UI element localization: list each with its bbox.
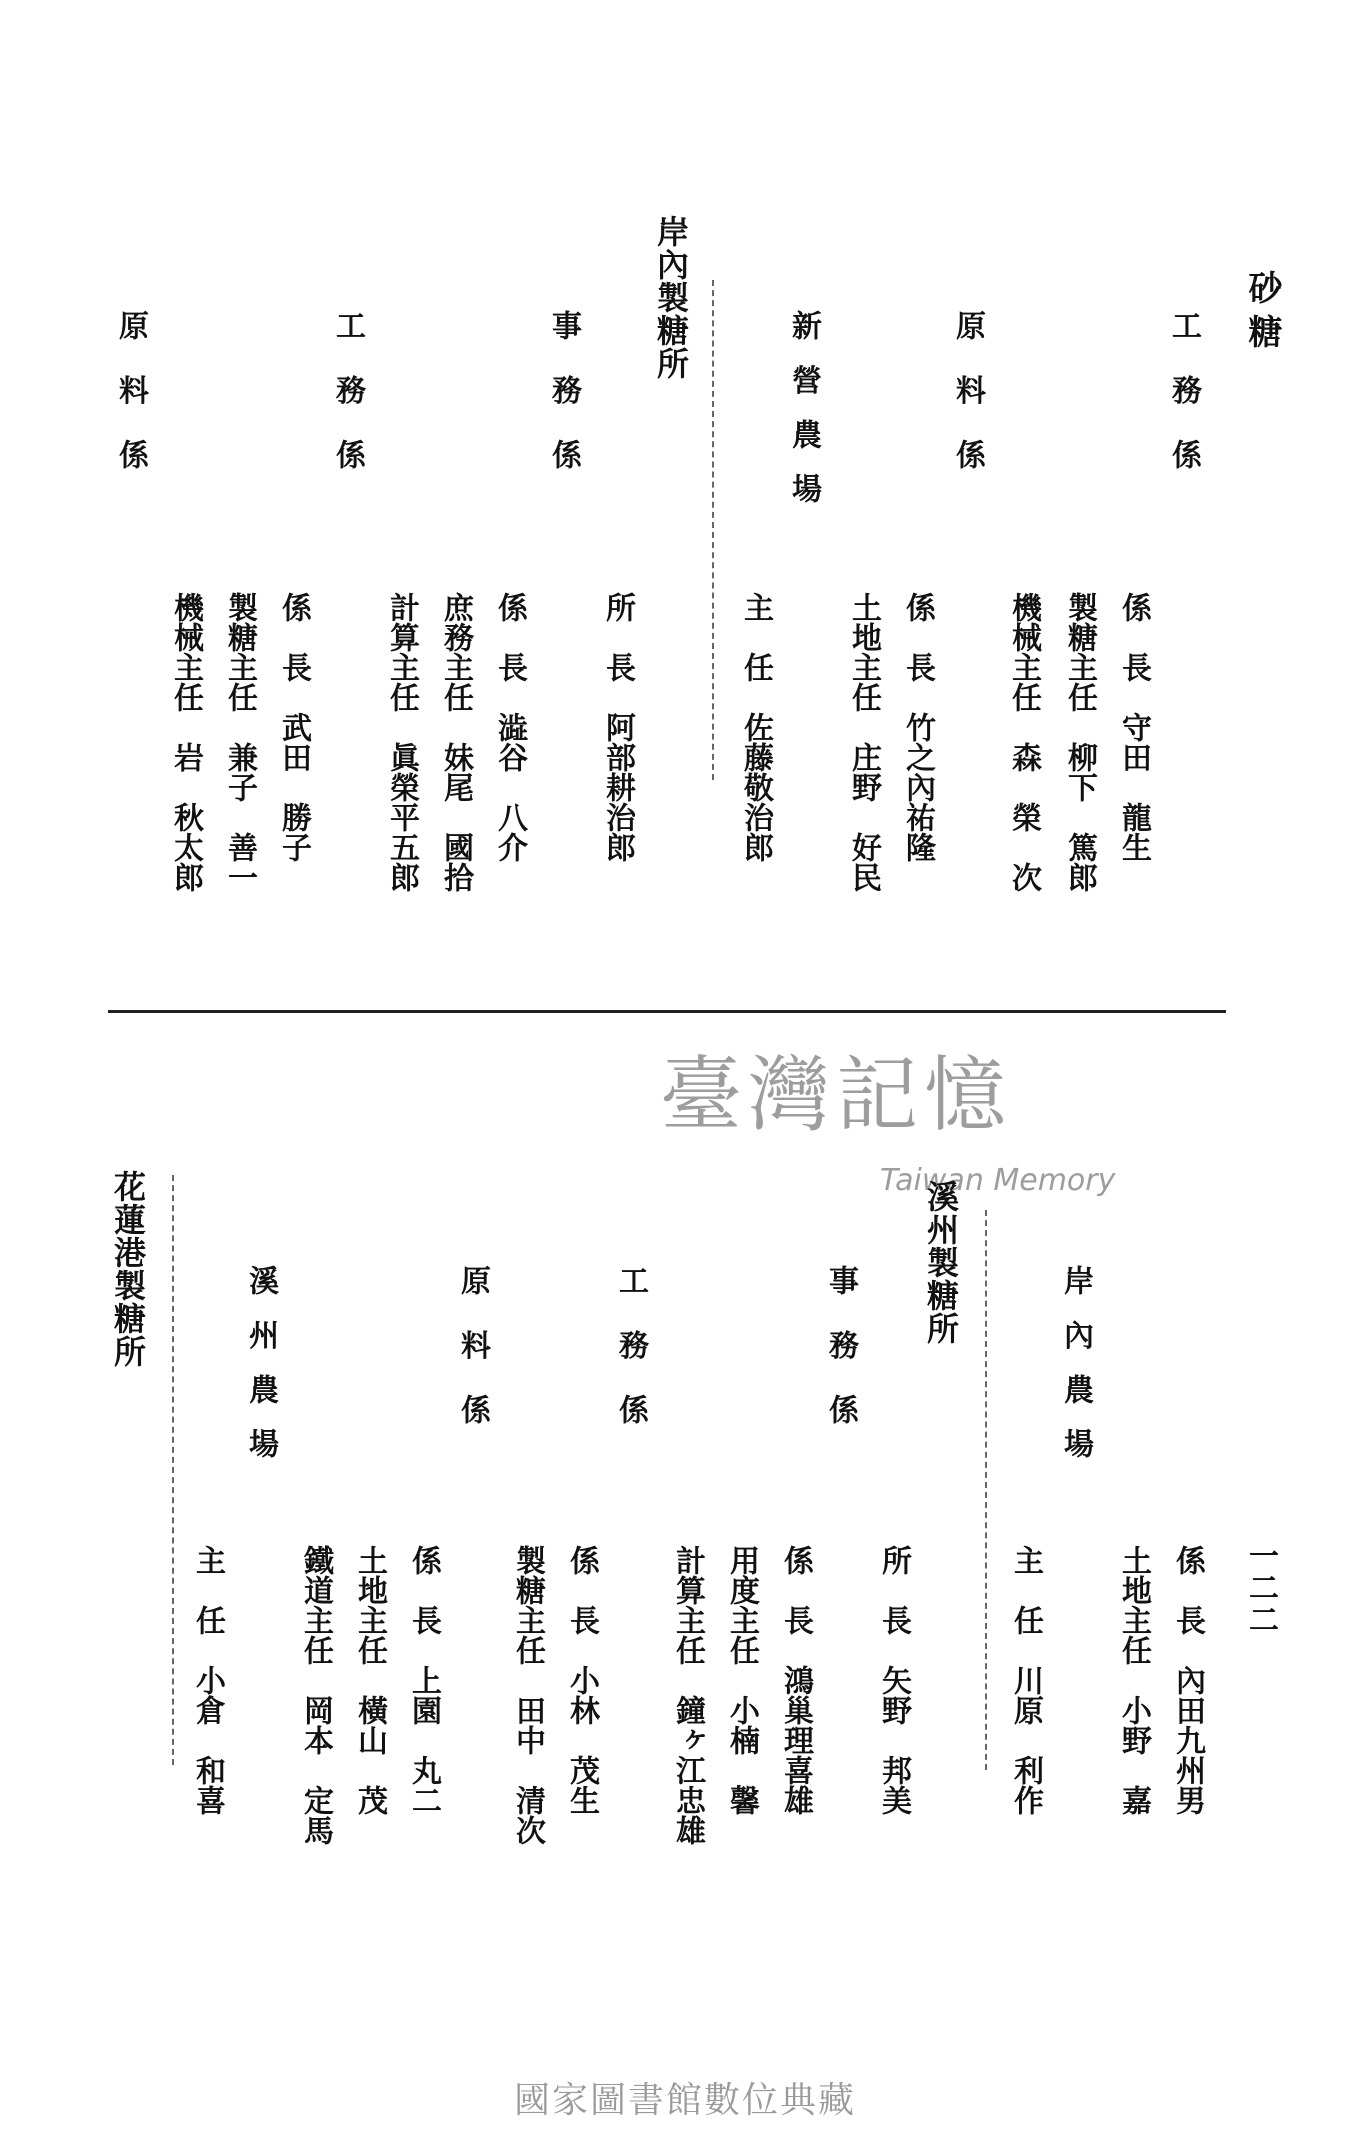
top-left-col-works: 工 務 係 xyxy=(330,310,365,481)
bottom-materials-row-3: 鐵道主任 岡本 定馬 xyxy=(298,1545,333,1845)
bottom-head-row: 所 長 矢野 邦美 xyxy=(876,1545,911,1815)
bottom-affairs-row-1: 係 長 鴻巢理喜雄 xyxy=(778,1545,813,1815)
bottom-right-farm-row-3: 主 任 川原 利作 xyxy=(1008,1545,1043,1815)
bottom-works-row-1: 係 長 小林 茂生 xyxy=(564,1545,599,1815)
top-col-farm: 新 營 農 場 xyxy=(786,310,821,511)
top-org-title: 岸內製糖所 xyxy=(652,215,690,380)
top-affairs-row-1: 係 長 澁谷 八介 xyxy=(492,592,527,862)
top-works-row-1: 係 長 守田 龍生 xyxy=(1116,592,1151,862)
top-affairs-row-3: 計算主任 眞榮平五郎 xyxy=(384,592,419,892)
bottom-vertical-divider xyxy=(985,1210,987,1770)
top-left-works-row-2: 製糖主任 兼子 善一 xyxy=(222,592,257,892)
bottom-works-row-2: 製糖主任 田中 清次 xyxy=(510,1545,545,1845)
top-head-row: 所 長 阿部耕治郎 xyxy=(600,592,635,862)
top-works-row-3: 機械主任 森 榮 次 xyxy=(1006,592,1041,892)
bottom-col-affairs: 事 務 係 xyxy=(823,1265,858,1436)
top-left-works-row-3: 機械主任 岩 秋太郎 xyxy=(168,592,203,892)
top-materials-row-2: 土地主任 庄野 好民 xyxy=(846,592,881,892)
bottom-col-farm-right: 岸 內 農 場 xyxy=(1058,1265,1093,1466)
bottom-affairs-row-3: 計算主任 鐘ヶ江忠雄 xyxy=(670,1545,705,1845)
top-col-materials: 原 料 係 xyxy=(950,310,985,481)
bottom-right-farm-row-2: 土地主任 小野 嘉 xyxy=(1116,1545,1151,1815)
top-left-col-affairs: 事 務 係 xyxy=(546,310,581,481)
top-materials-row-1: 係 長 竹之內祐隆 xyxy=(900,592,935,862)
bottom-org-title-left: 花蓮港製糖所 xyxy=(109,1170,147,1368)
bottom-materials-row-1: 係 長 上園 丸二 xyxy=(406,1545,441,1815)
bottom-farm-row-1: 主 任 小倉 和喜 xyxy=(190,1545,225,1815)
watermark xyxy=(660,1048,1120,1205)
top-left-works-row-1: 係 長 武田 勝子 xyxy=(276,592,311,862)
bottom-col-works: 工 務 係 xyxy=(613,1265,648,1436)
category-label: 砂糖 xyxy=(1242,270,1282,358)
top-col-works: 工 務 係 xyxy=(1166,310,1201,481)
top-left-col-materials: 原 料 係 xyxy=(113,310,148,481)
page-number: 一二二 xyxy=(1243,1540,1278,1636)
top-affairs-row-2: 庶務主任 妹尾 國拾 xyxy=(438,592,473,892)
bottom-right-farm-row-1: 係 長 內田九州男 xyxy=(1170,1545,1205,1815)
bottom-affairs-row-2: 用度主任 小楠 馨 xyxy=(724,1545,759,1815)
watermark-cn: 臺灣記憶 xyxy=(660,1048,1013,1143)
watermark-en: Taiwan Memory xyxy=(880,1163,1116,1198)
bottom-left-vertical-divider xyxy=(172,1175,174,1765)
top-works-row-2: 製糖主任 柳下 篤郎 xyxy=(1062,592,1097,892)
bottom-col-farm: 溪 州 農 場 xyxy=(243,1265,278,1466)
footer-credit: 國家圖書館數位典藏 xyxy=(513,2080,856,2121)
top-vertical-divider xyxy=(712,280,714,780)
bottom-org-title: 溪州製糖所 xyxy=(922,1180,960,1345)
section-divider xyxy=(108,1010,1226,1013)
bottom-materials-row-2: 土地主任 橫山 茂 xyxy=(352,1545,387,1815)
bottom-col-materials: 原 料 係 xyxy=(455,1265,490,1436)
top-farm-row-1: 主 任 佐藤敬治郎 xyxy=(738,592,773,862)
